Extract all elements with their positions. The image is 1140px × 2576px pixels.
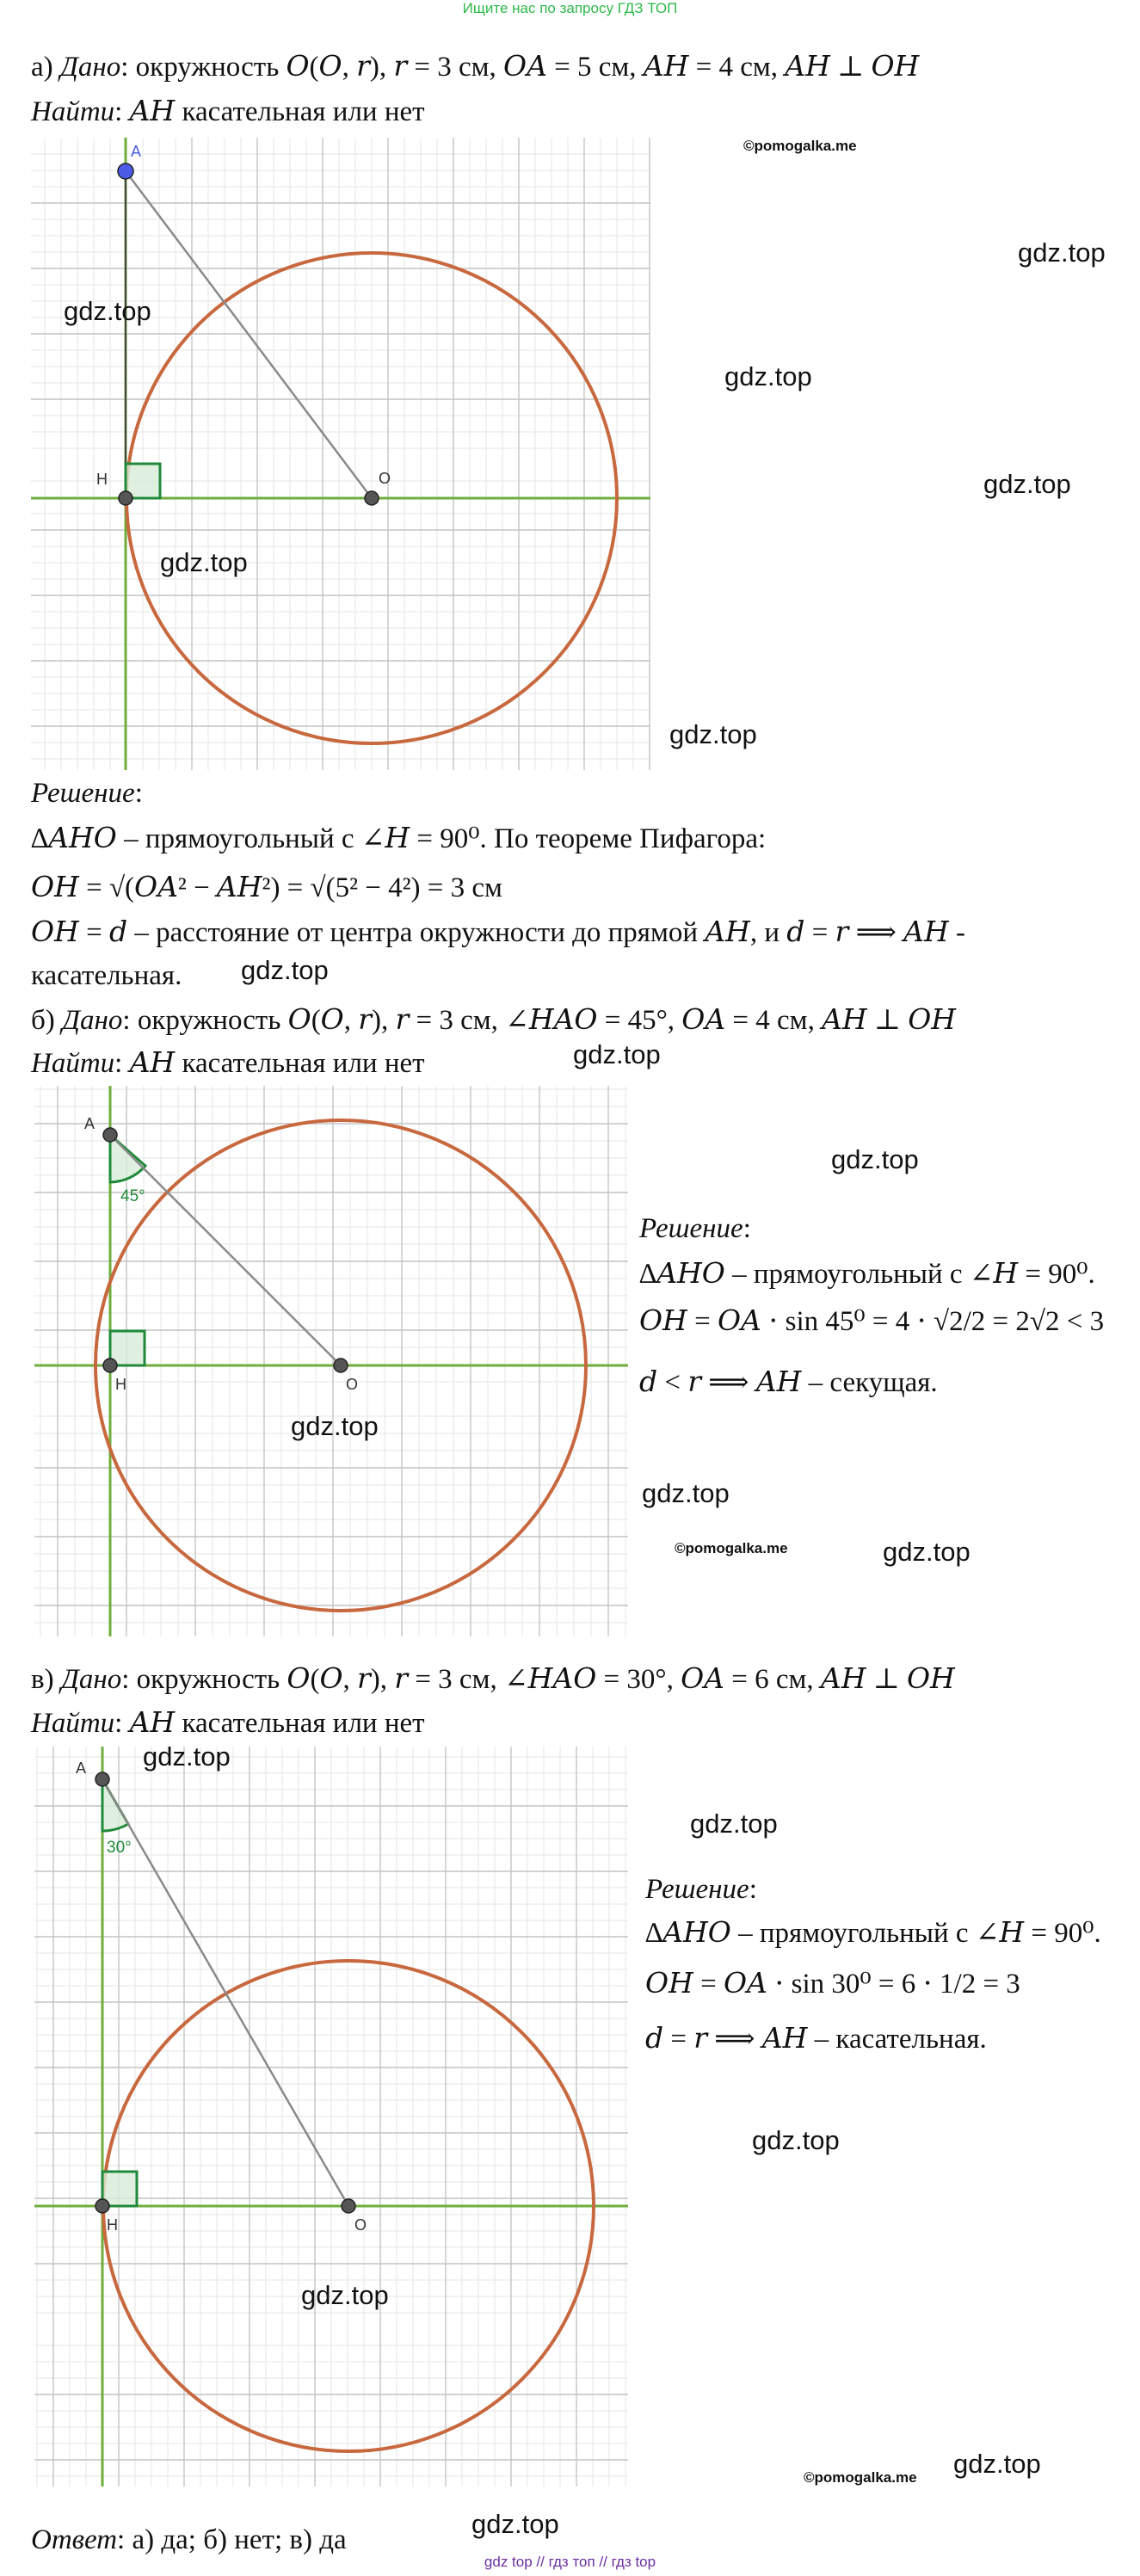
figure-c-point-o <box>342 2199 355 2213</box>
figure-a-label-o: O <box>379 470 391 487</box>
figure-a-label-h: H <box>96 471 108 488</box>
part-c-solution-colon: : <box>749 1874 757 1905</box>
part-a-solution-colon: : <box>134 778 143 809</box>
figure-c-label-a: A <box>76 1759 87 1777</box>
part-a-given-word: Дано <box>59 52 121 83</box>
figure-b-point-a <box>103 1128 117 1142</box>
watermark-gdz: gdz.top <box>1018 237 1106 268</box>
part-a-solution-line-1: ∆𝐴𝐻𝑂 – прямоугольный с ∠𝐻 = 90⁰. По теореме Пифагора: <box>31 823 767 854</box>
figure-a-point-o <box>365 491 379 505</box>
part-c-solution-word: Решение <box>645 1874 749 1905</box>
part-c-solution-line-2: 𝑂𝐻 = 𝑂𝐴 ⋅ sin 30⁰ = 6 ⋅ 1/2 = 3 <box>645 1969 1020 2000</box>
figure-b-label-h: H <box>115 1376 126 1393</box>
figure-c-grid <box>34 1747 628 2487</box>
figure-a-label-a: A <box>131 143 142 160</box>
part-b-given <box>31 1003 956 1038</box>
part-c-solution-line-1: ∆𝐴𝐻𝑂 – прямоугольный с ∠𝐻 = 90⁰. <box>645 1918 1101 1949</box>
watermark-pomogalka: ©pomogalka.me <box>804 2469 917 2486</box>
watermark-gdz: gdz.top <box>690 1809 778 1839</box>
part-a-prefix: а) <box>31 52 60 83</box>
part-c-given <box>31 1662 955 1697</box>
watermark-gdz: gdz.top <box>752 2125 840 2155</box>
part-c-given-text: : окружность 𝑂(𝑂, 𝑟), 𝑟 = 3 см, ∠𝐻𝐴𝑂 = 30°, 𝑂𝐴 = 6 см, 𝐴𝐻 ⊥ 𝑂𝐻 <box>121 1664 955 1695</box>
top-banner: Ищите нас по запросу ГДЗ ТОП <box>462 0 678 16</box>
watermark-gdz: gdz.top <box>471 2509 559 2539</box>
watermark-gdz: gdz.top <box>983 469 1071 499</box>
figure-c-point-a <box>96 1772 109 1786</box>
figure-a-grid <box>31 138 650 770</box>
figure-c <box>34 1747 628 2487</box>
part-c-prefix: в) <box>31 1664 61 1695</box>
part-b-prefix: б) <box>31 1005 63 1036</box>
part-a-solution-word: Решение <box>31 778 135 809</box>
figure-b-point-o <box>334 1359 348 1372</box>
figure-a-segment-ao <box>126 171 372 498</box>
figure-a-point-a <box>118 163 133 179</box>
part-a-find-text: : 𝐴𝐻 касательная или нет <box>114 96 425 127</box>
watermark-pomogalka: ©pomogalka.me <box>743 138 857 154</box>
part-a-find <box>31 95 425 129</box>
figure-b-label-o: O <box>346 1376 359 1393</box>
figure-b-label-a: A <box>84 1115 96 1132</box>
watermark-gdz: gdz.top <box>64 296 151 326</box>
watermark-gdz: gdz.top <box>241 955 329 985</box>
watermark-gdz: gdz.top <box>953 2449 1041 2479</box>
part-a-solution-line-3: 𝑂𝐻 = 𝑑 – расстояние от центра окружности до прямой 𝐴𝐻, и 𝑑 = 𝑟 ⟹ 𝐴𝐻 - <box>31 917 965 948</box>
watermark-gdz: gdz.top <box>291 1411 379 1441</box>
part-c-find-text: : 𝐴𝐻 касательная или нет <box>114 1708 425 1739</box>
figure-a-point-h <box>119 491 132 505</box>
part-c-solution-heading <box>645 1872 757 1907</box>
part-b-given-word: Дано <box>62 1005 123 1036</box>
figure-a <box>31 138 650 770</box>
watermark-gdz: gdz.top <box>143 1741 231 1772</box>
part-c-solution-line-3: 𝑑 = 𝑟 ⟹ 𝐴𝐻 – касательная. <box>645 2024 987 2055</box>
part-c-find <box>31 1706 425 1741</box>
part-b-solution-line-1: ∆𝐴𝐻𝑂 – прямоугольный с ∠𝐻 = 90⁰. <box>639 1259 1095 1290</box>
part-a-given <box>31 50 919 84</box>
part-c-given-word: Дано <box>60 1664 122 1695</box>
watermark-gdz: gdz.top <box>883 1537 971 1567</box>
part-a-solution-heading <box>31 776 143 810</box>
part-b-solution-line-3: 𝑑 < 𝑟 ⟹ 𝐴𝐻 – секущая. <box>639 1367 938 1398</box>
part-a-solution-line-4: касательная. <box>31 960 182 991</box>
watermark-gdz: gdz.top <box>724 361 812 391</box>
part-b-given-text: : окружность 𝑂(𝑂, 𝑟), 𝑟 = 3 см, ∠𝐻𝐴𝑂 = 45°, 𝑂𝐴 = 4 см, 𝐴𝐻 ⊥ 𝑂𝐻 <box>122 1005 957 1036</box>
figure-c-point-h <box>96 2199 109 2213</box>
part-b-find-text: : 𝐴𝐻 касательная или нет <box>114 1048 425 1079</box>
figure-c-angle-label: 30° <box>107 1839 132 1857</box>
part-b-find-word: Найти <box>31 1048 115 1079</box>
part-a-find-word: Найти <box>31 96 115 127</box>
part-b-find <box>31 1046 425 1081</box>
figure-b <box>34 1086 628 1636</box>
watermark-gdz: gdz.top <box>573 1039 661 1069</box>
part-b-solution-heading <box>639 1211 751 1246</box>
watermark-pomogalka: ©pomogalka.me <box>675 1540 788 1556</box>
answer-line <box>31 2523 347 2557</box>
figure-c-segment-ao <box>102 1779 348 2206</box>
figure-b-point-h <box>103 1359 117 1372</box>
answer-word: Ответ <box>31 2524 118 2555</box>
part-b-solution-line-2: 𝑂𝐻 = 𝑂𝐴 ⋅ sin 45⁰ = 4 ⋅ √2/2 = 2√2 < 3 <box>639 1306 1105 1337</box>
watermark-gdz: gdz.top <box>831 1144 919 1174</box>
watermark-gdz: gdz.top <box>642 1478 730 1508</box>
answer-text: : а) да; б) нет; в) да <box>117 2524 347 2555</box>
part-c-find-word: Найти <box>31 1708 115 1739</box>
figure-c-label-h: H <box>107 2216 118 2234</box>
watermark-gdz: gdz.top <box>301 2280 389 2310</box>
part-b-solution-word: Решение <box>639 1213 743 1244</box>
part-a-given-text: : окружность 𝑂(𝑂, 𝑟), 𝑟 = 3 см, 𝑂𝐴 = 5 см, 𝐴𝐻 = 4 см, 𝐴𝐻 ⊥ 𝑂𝐻 <box>120 52 920 83</box>
figure-c-label-o: O <box>354 2216 367 2234</box>
watermark-gdz: gdz.top <box>669 719 757 749</box>
watermark-gdz: gdz.top <box>160 547 248 577</box>
figure-b-angle-label: 45° <box>120 1187 145 1205</box>
part-b-solution-colon: : <box>743 1213 751 1244</box>
part-a-solution-line-2: 𝑂𝐻 = √(𝑂𝐴² − 𝐴𝐻²) = √(5² − 4²) = 3 см <box>31 872 502 903</box>
footer-links[interactable]: gdz top // гдз топ // гдз top <box>484 2554 656 2570</box>
